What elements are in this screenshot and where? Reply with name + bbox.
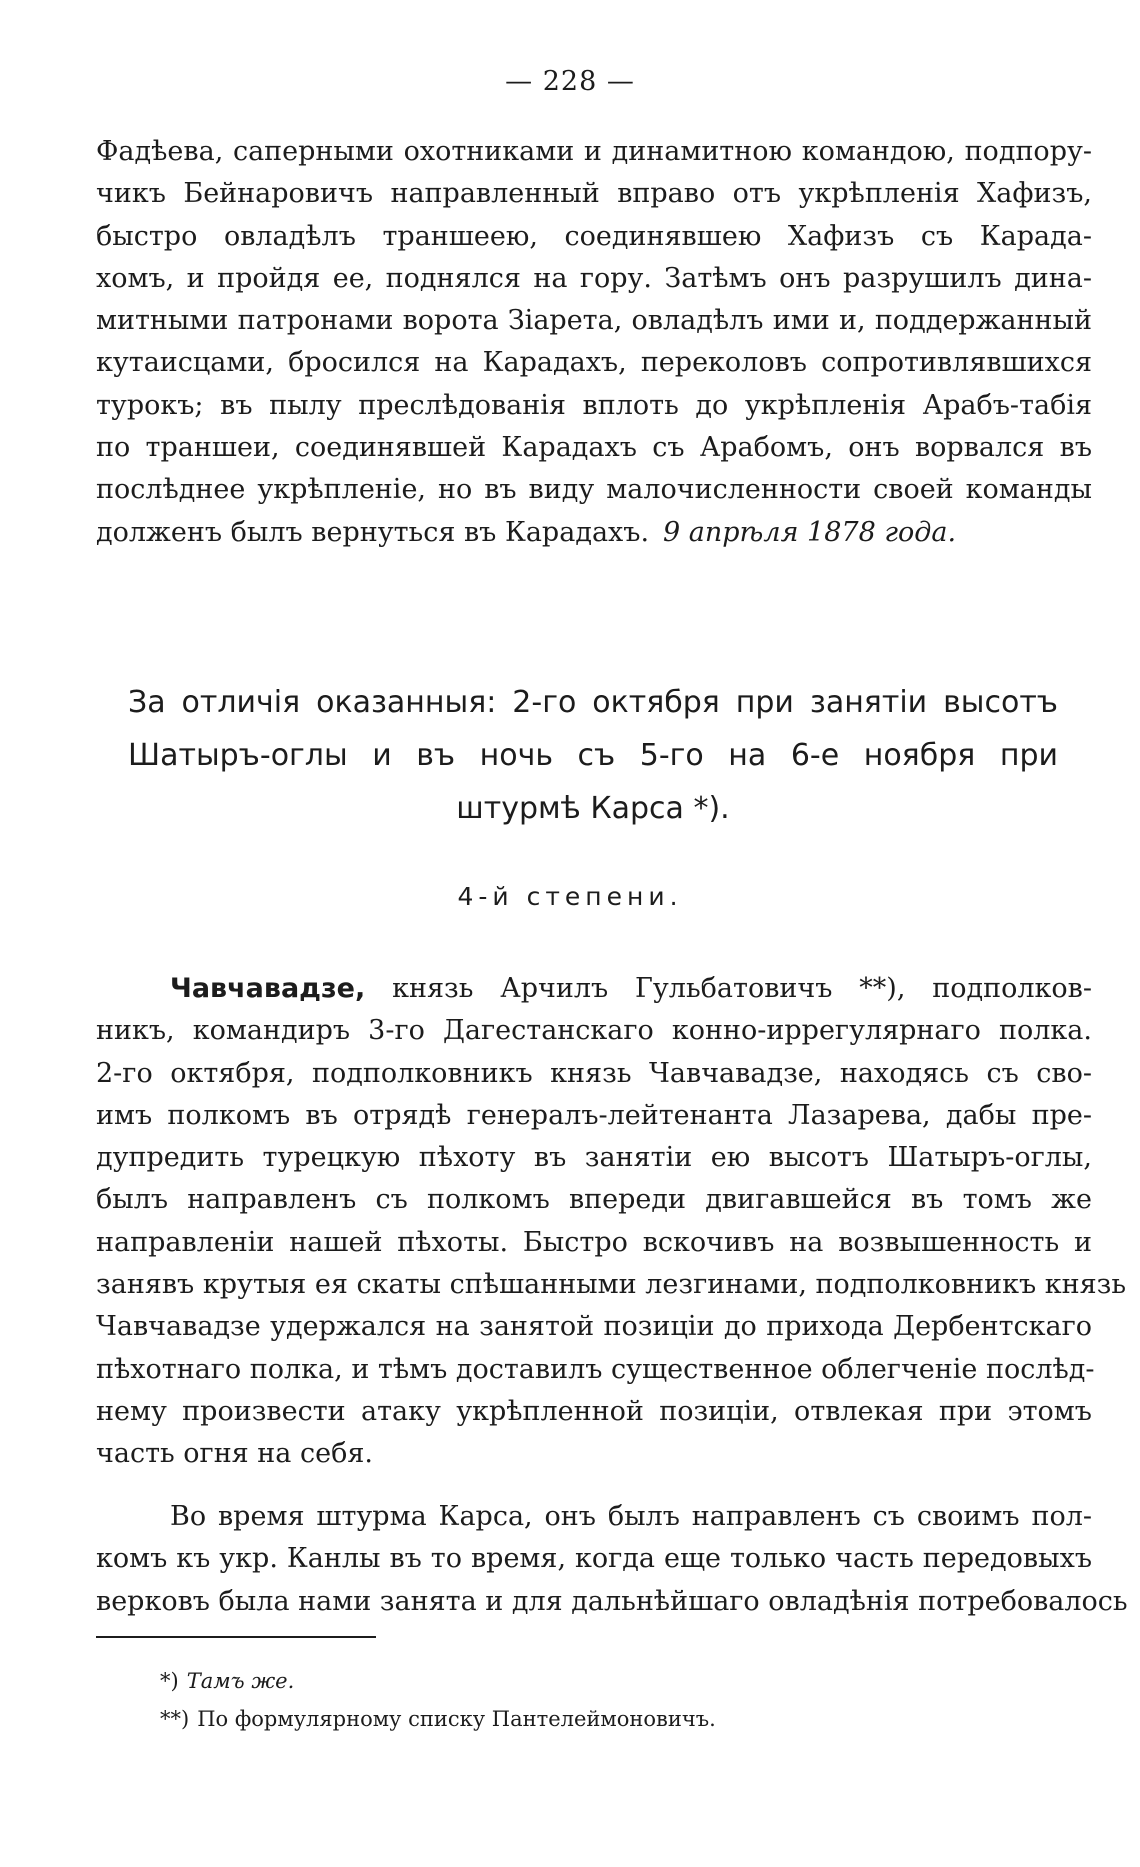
text-fragment: долженъ былъ вернуться въ Карадахъ.: [96, 516, 650, 548]
text-line-last: часть огня на себя.: [96, 1438, 373, 1470]
text-line: Чавчавадзе удержался на занятой позиціи до прихода Дербентскаго: [96, 1311, 1092, 1343]
page-number: — 228 —: [505, 66, 635, 97]
footnote-text: По формулярному списку Пантелеймоновичъ.: [197, 1707, 716, 1731]
footnote-text: Тамъ же.: [186, 1669, 295, 1693]
footnote-divider: [96, 1636, 376, 1638]
text-line: митными патронами ворота Зіарета, овладѣлъ ими и, поддержанный: [96, 305, 1092, 337]
text-line: хомъ, и пройдя ее, поднялся на гору. Затѣмъ онъ разрушилъ дина-: [96, 262, 1092, 294]
heading-line: штурмѣ Карса *).: [456, 791, 730, 826]
text-line: верковъ была нами занята и для дальнѣйшаго овладѣнія потребовалось: [96, 1585, 1128, 1617]
heading-line: Шатыръ-оглы и въ ночь съ 5-го на 6-е ноября при: [128, 738, 1058, 773]
footnote: [160, 1662, 716, 1700]
text-line: комъ къ укр. Канлы въ то время, когда еще только часть передовыхъ: [96, 1543, 1092, 1575]
heading-line: За отличія оказанныя: 2-го октября при занятіи высотъ: [128, 685, 1058, 720]
text-line: былъ направленъ съ полкомъ впереди двигавшейся въ томъ же: [96, 1184, 1092, 1216]
text-line: занявъ крутыя ея скаты спѣшанными лезгинами, подполковникъ князь: [96, 1269, 1127, 1301]
section-heading: [128, 676, 1058, 835]
text-line: по траншеи, соединявшей Карадахъ съ Арабомъ, онъ ворвался въ: [96, 432, 1092, 464]
text-line: 2-го октября, подполковникъ князь Чавчавадзе, находясь съ сво-: [96, 1057, 1092, 1089]
text-line: послѣднее укрѣпленіе, но въ виду малочисленности своей команды: [96, 474, 1092, 506]
text-line: направленіи нашей пѣхоты. Быстро вскочивъ на возвышенность и: [96, 1226, 1092, 1258]
text-line: дупредить турецкую пѣхоту въ занятіи ею высотъ Шатыръ-оглы,: [96, 1142, 1092, 1174]
text-line-first: [96, 968, 1092, 1010]
paragraph-continuation: [96, 131, 1092, 554]
paragraph-text: [96, 968, 1127, 1476]
text-line: чикъ Бейнаровичъ направленный вправо отъ укрѣпленія Хафизъ,: [96, 178, 1092, 210]
text-line: пѣхотнаго полка, и тѣмъ доставилъ существенное облегченіе послѣд-: [96, 1353, 1095, 1385]
paragraph-storming: [96, 1496, 1128, 1623]
person-name: Чавчавадзе,: [170, 973, 366, 1004]
footnote-mark: **): [160, 1707, 190, 1731]
paragraph-award-entry: [96, 968, 1127, 1476]
text-line: кутаисцами, бросился на Карадахъ, переколовъ сопротивлявшихся: [96, 347, 1092, 379]
text-line: турокъ; въ пылу преслѣдованія вплоть до укрѣпленія Арабъ-табія: [96, 389, 1092, 421]
award-date: 9 апрѣля 1878 года.: [663, 516, 957, 548]
paragraph-text: [96, 131, 1092, 554]
degree-subheading: 4-й степени.: [457, 882, 683, 911]
text-fragment: князь Арчилъ Гульбатовичъ **), подполков-: [392, 973, 1092, 1004]
text-line: быстро овладѣлъ траншеею, соединявшею Хафизъ съ Карада-: [96, 220, 1092, 252]
footnote: [160, 1700, 716, 1738]
text-line: Во время штурма Карса, онъ былъ направленъ съ своимъ пол-: [170, 1501, 1092, 1532]
footnote-mark: *): [160, 1669, 179, 1693]
text-line: нему произвести атаку укрѣпленной позиціи, отвлекая при этомъ: [96, 1395, 1092, 1427]
text-line: Фадѣева, саперными охотниками и динамитною командою, подпору-: [96, 136, 1092, 167]
paragraph-text: [96, 1496, 1128, 1623]
footnotes: [160, 1662, 716, 1738]
text-line: имъ полкомъ въ отрядѣ генералъ-лейтенанта Лазарева, дабы пре-: [96, 1099, 1092, 1131]
text-line: никъ, командиръ 3-го Дагестанскаго конно-иррегулярнаго полка.: [96, 1015, 1092, 1047]
text-line-last: [96, 512, 1092, 554]
